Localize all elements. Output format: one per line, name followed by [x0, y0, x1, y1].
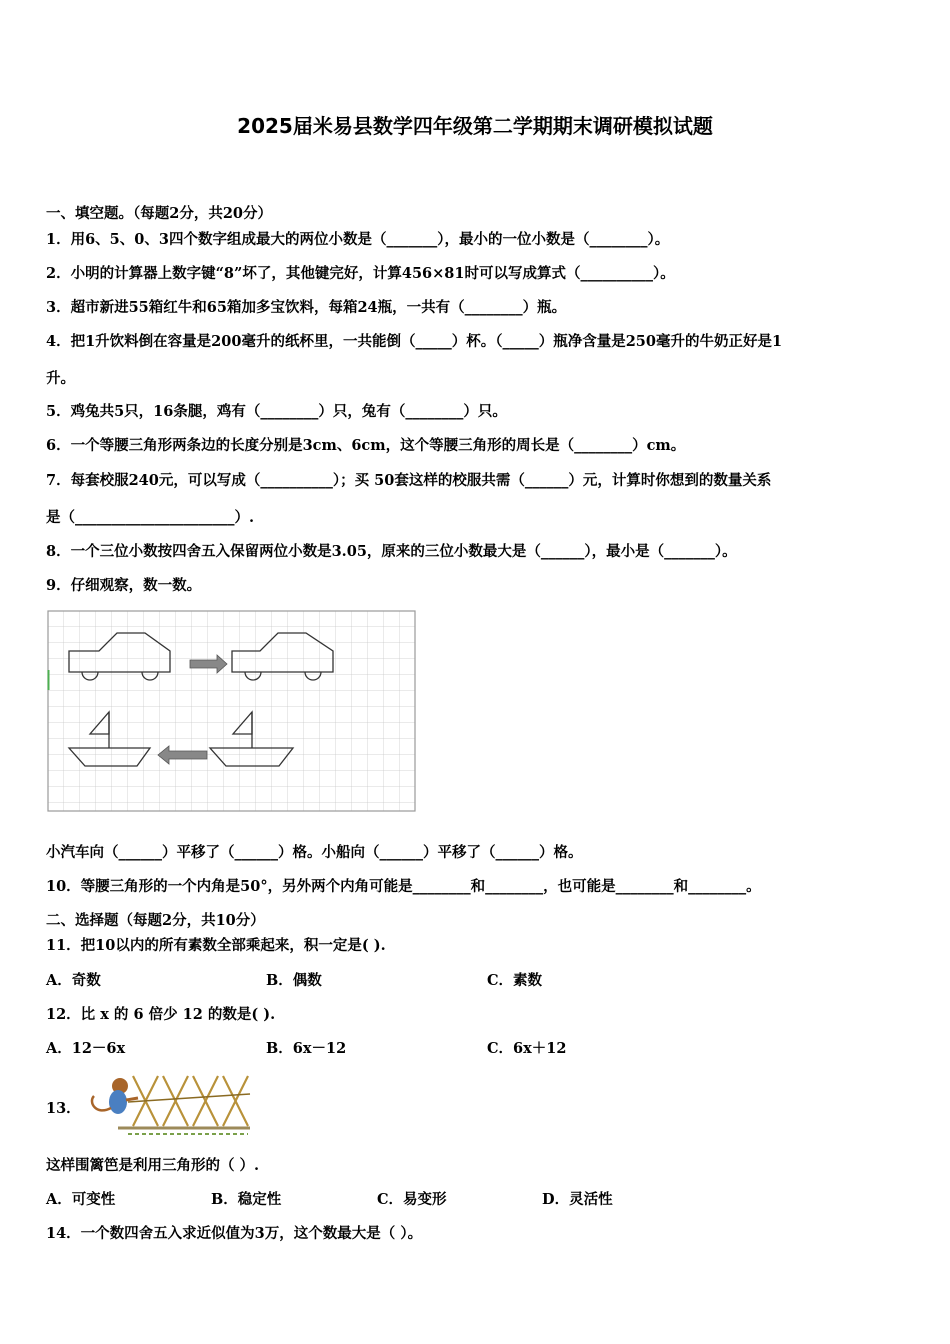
question-10: 10．等腰三角形的一个内角是50°，另外两个内角可能是________和________，也可能是________和________。 [46, 878, 761, 895]
question-7-line-1: 7．每套校服240元，可以写成（__________）；买 50套这样的校服共需（______）元，计算时你想到的数量关系 [46, 472, 772, 489]
question-14: 14．一个数四舍五入求近似值为3万，这个数最大是（ ）。 [46, 1225, 423, 1242]
question-11: 11．把10以内的所有素数全部乘起来，积一定是( ). [46, 937, 386, 954]
question-3: 3．超市新进55箱红牛和65箱加多宝饮料，每箱24瓶，一共有（________）瓶。 [46, 299, 567, 316]
fence-illustration [78, 1066, 253, 1138]
grass [118, 1128, 250, 1134]
page-title: 2025届米易县数学四年级第二学期期末调研模拟试题 [237, 114, 713, 138]
question-13-label: 13． [46, 1100, 81, 1117]
question-9: 9．仔细观察，数一数。 [46, 577, 202, 594]
question-2: 2．小明的计算器上数字键“8”坏了，其他键完好，计算456×81时可以写成算式（__________）。 [46, 265, 675, 282]
question-13-option-d[interactable]: D．灵活性 [542, 1191, 613, 1208]
question-11-option-b[interactable]: B．偶数 [266, 972, 322, 989]
question-11-option-a[interactable]: A．奇数 [46, 972, 101, 989]
question-7-line-2: 是（______________________）. [46, 509, 255, 526]
question-12-option-c[interactable]: C．6x＋12 [487, 1040, 567, 1057]
question-5: 5．鸡兔共5只，16条腿，鸡有（________）只，兔有（________）只。 [46, 403, 507, 420]
question-9-answer: 小汽车向（______）平移了（______）格。小船向（______）平移了（______）格。 [46, 844, 583, 861]
question-12: 12．比 x 的 6 倍少 12 的数是( ). [46, 1006, 276, 1023]
question-11-option-c[interactable]: C．素数 [487, 972, 543, 989]
question-1: 1．用6、5、0、3四个数字组成最大的两位小数是（_______），最小的一位小数是（________）。 [46, 231, 670, 248]
section-1-header: 一、填空题。（每题2分，共20分） [46, 205, 273, 222]
question-4-line-2: 升。 [46, 370, 75, 387]
question-13-option-c[interactable]: C．易变形 [377, 1191, 447, 1208]
question-13-text: 这样围篱笆是利用三角形的（ ）. [46, 1157, 260, 1174]
question-12-option-a[interactable]: A．12－6x [46, 1040, 126, 1057]
section-2-header: 二、选择题（每题2分，共10分） [46, 912, 265, 929]
fence [128, 1076, 250, 1126]
monkey [92, 1078, 138, 1114]
question-13-option-a[interactable]: A．可变性 [46, 1191, 116, 1208]
question-4-line-1: 4．把1升饮料倒在容量是200毫升的纸杯里，一共能倒（_____）杯。（_____）瓶净含量是250毫升的牛奶正好是1 [46, 333, 783, 350]
grid-background [48, 611, 415, 811]
translation-grid-figure [47, 610, 417, 813]
question-8: 8．一个三位小数按四舍五入保留两位小数是3.05，原来的三位小数最大是（______），最小是（_______）。 [46, 543, 737, 560]
question-6: 6．一个等腰三角形两条边的长度分别是3cm、6cm，这个等腰三角形的周长是（________）cm。 [46, 437, 686, 454]
question-12-option-b[interactable]: B．6x－12 [266, 1040, 347, 1057]
question-13-option-b[interactable]: B．稳定性 [211, 1191, 282, 1208]
